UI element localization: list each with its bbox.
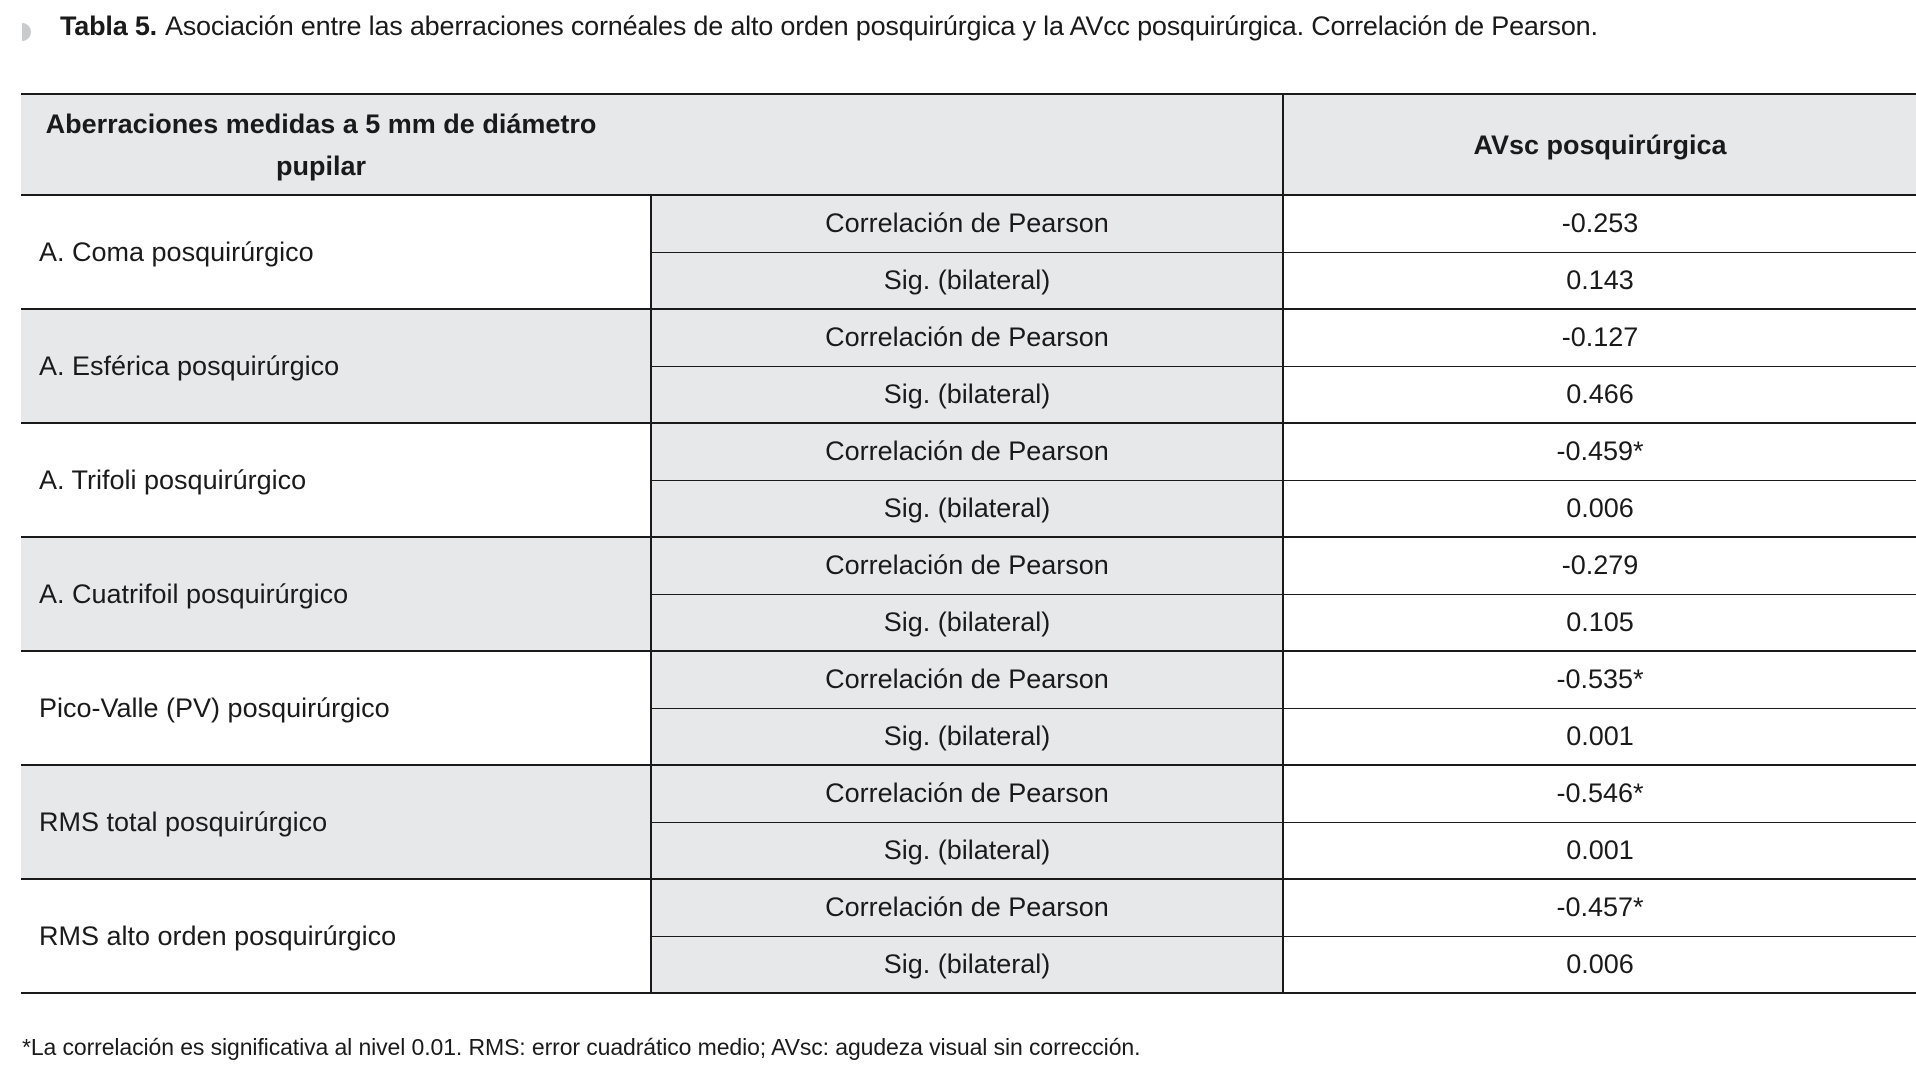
correlation-value-cell: -0.546* (1283, 765, 1916, 822)
correlation-value-cell: -0.459* (1283, 423, 1916, 480)
significance-value-cell: 0.466 (1283, 366, 1916, 423)
statistic-label-cell: Correlación de Pearson (651, 309, 1283, 366)
correlation-value-cell: -0.279 (1283, 537, 1916, 594)
statistic-label-cell: Sig. (bilateral) (651, 936, 1283, 993)
aberration-name-cell: A. Esférica posquirúrgico (21, 309, 651, 423)
statistic-label-cell: Sig. (bilateral) (651, 366, 1283, 423)
caption-text: Asociación entre las aberraciones cornéales de alto orden posquirúrgica y la AVcc posquirúrgica. Correlación de Pearson. (164, 10, 1598, 41)
statistic-label-cell: Correlación de Pearson (651, 537, 1283, 594)
statistic-label-cell: Correlación de Pearson (651, 765, 1283, 822)
aberration-name-cell: A. Coma posquirúrgico (21, 195, 651, 309)
statistic-label-cell: Correlación de Pearson (651, 879, 1283, 936)
significance-value-cell: 0.105 (1283, 594, 1916, 651)
table-row (21, 423, 1916, 480)
significance-value-cell: 0.001 (1283, 822, 1916, 879)
statistic-label-cell: Sig. (bilateral) (651, 594, 1283, 651)
table-footnote: *La correlación es significativa al nivel 0.01. RMS: error cuadrático medio; AVsc: agudeza visual sin corrección. (22, 1034, 1141, 1060)
half-circle-bullet-icon (22, 17, 32, 35)
statistic-label-cell: Correlación de Pearson (651, 423, 1283, 480)
statistic-label-cell: Sig. (bilateral) (651, 708, 1283, 765)
table-caption (22, 6, 1598, 46)
table-row (21, 765, 1916, 822)
header-aberrations-label: Aberraciones medidas a 5 mm de diámetro pupilar (45, 108, 597, 181)
significance-value-cell: 0.006 (1283, 480, 1916, 537)
correlation-value-cell: -0.457* (1283, 879, 1916, 936)
header-aberrations (21, 94, 1283, 195)
table-row (21, 879, 1916, 936)
statistic-label-cell: Sig. (bilateral) (651, 822, 1283, 879)
statistic-label-cell: Correlación de Pearson (651, 195, 1283, 252)
aberration-name-cell: RMS total posquirúrgico (21, 765, 651, 879)
correlation-value-cell: -0.253 (1283, 195, 1916, 252)
significance-value-cell: 0.001 (1283, 708, 1916, 765)
aberration-name-cell: A. Trifoli posquirúrgico (21, 423, 651, 537)
aberration-name-cell: Pico-Valle (PV) posquirúrgico (21, 651, 651, 765)
table-row (21, 537, 1916, 594)
significance-value-cell: 0.006 (1283, 936, 1916, 993)
correlation-value-cell: -0.127 (1283, 309, 1916, 366)
caption-label: Tabla 5. (60, 10, 157, 41)
table-header-row (21, 94, 1916, 195)
significance-value-cell: 0.143 (1283, 252, 1916, 309)
table-row (21, 195, 1916, 252)
correlation-table (21, 93, 1916, 994)
aberration-name-cell: RMS alto orden posquirúrgico (21, 879, 651, 993)
statistic-label-cell: Sig. (bilateral) (651, 252, 1283, 309)
table-row (21, 651, 1916, 708)
correlation-table-container (21, 93, 1916, 994)
aberration-name-cell: A. Cuatrifoil posquirúrgico (21, 537, 651, 651)
statistic-label-cell: Correlación de Pearson (651, 651, 1283, 708)
statistic-label-cell: Sig. (bilateral) (651, 480, 1283, 537)
table-body (21, 195, 1916, 993)
header-avsc: AVsc posquirúrgica (1283, 94, 1916, 195)
table-row (21, 309, 1916, 366)
correlation-value-cell: -0.535* (1283, 651, 1916, 708)
